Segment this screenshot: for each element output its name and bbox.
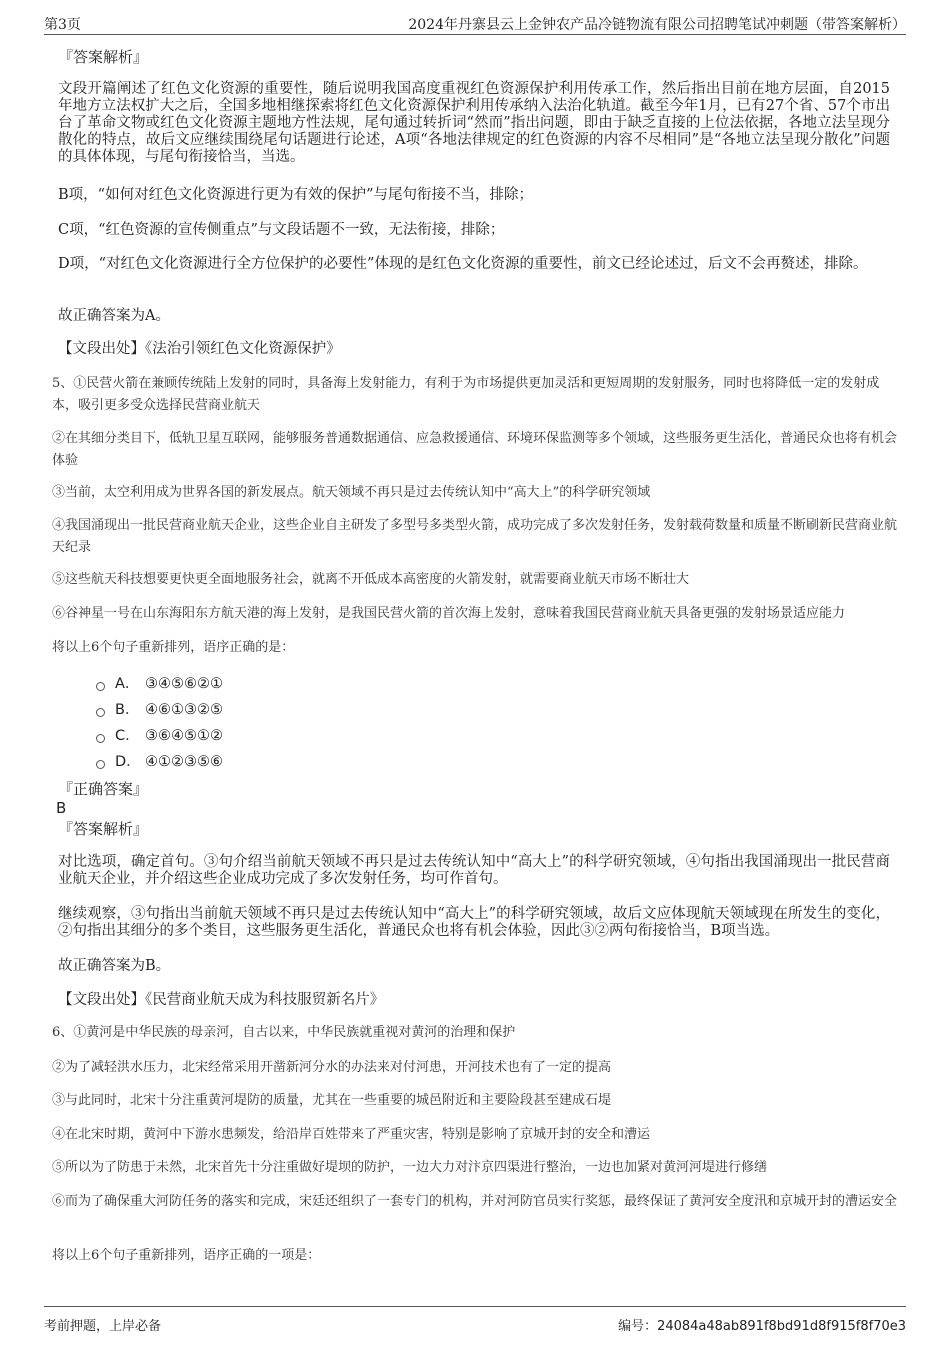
question-sentence: ④我国涌现出一批民营商业航天企业，这些企业自主研发了多型号多类型火箭，成功完成了多次发射任务，发射载荷数量和质量不断刷新民营商业航天纪录	[52, 518, 898, 555]
footer-slogan: 考前押题，上岸必备	[44, 1319, 162, 1334]
option-a[interactable]	[96, 674, 223, 694]
radio-icon[interactable]	[96, 734, 105, 743]
option-sequence: ③④⑤⑥②①	[145, 676, 223, 692]
analysis-paragraph: 文段开篇阐述了红色文化资源的重要性，随后说明我国高度重视红色资源保护利用传承工作，然后指出目前在地方层面，自2015年地方立法权扩大之后，全国多地相继探索将红色文化资源保护利用传承纳入法治化轨道。截至今年1月，已有27个省、57个市出台了革命文物或红色文化资源主题地方性法规，尾句通过转折词“然而”指出问题，即由于缺乏直接的上位法依据，各地立法呈现分散化的特点，故后文应继续围绕尾句话题进行论述，A项“各地法律规定的红色资源的内容不尽相同”是“各地立法呈现分散化”问题的具体体现，与尾句衔接恰当，当选。	[58, 81, 890, 165]
question-sentence: ⑥谷神星一号在山东海阳东方航天港的海上发射，是我国民营火箭的首次海上发射，意味着我国民营商业航天具备更强的发射场景适应能力	[52, 606, 846, 621]
page-number: 第3页	[44, 17, 81, 33]
question-sentence: ⑥而为了确保重大河防任务的落实和完成，宋廷还组织了一套专门的机构，并对河防官员实行奖惩，最终保证了黄河安全度汛和京城开封的漕运安全	[52, 1194, 898, 1209]
question-sentence: ②在其细分类目下，低轨卫星互联网，能够服务普通数据通信、应急救援通信、环境环保监测等多个领域，这些服务更生活化，普通民众也将有机会体验	[52, 431, 898, 468]
analysis-tag: 『答案解析』	[58, 48, 149, 66]
radio-icon[interactable]	[96, 708, 105, 717]
option-letter: B．	[115, 702, 140, 718]
option-sequence: ③⑥④⑤①②	[145, 728, 223, 744]
radio-icon[interactable]	[96, 682, 105, 691]
radio-icon[interactable]	[96, 760, 105, 769]
document-title: 2024年丹寨县云上金钟农产品冷链物流有限公司招聘笔试冲刺题（带答案解析）	[408, 17, 906, 33]
correct-answer: B	[56, 799, 67, 817]
question-sentence: ③当前，太空利用成为世界各国的新发展点。航天领域不再只是过去传统认知中“高大上”的科学研究领域	[52, 485, 651, 500]
analysis-paragraph: B项，“如何对红色文化资源进行更为有效的保护”与尾句衔接不当，排除；	[58, 187, 533, 203]
question-prompt: 将以上6个句子重新排列，语序正确的是：	[52, 640, 295, 655]
question-sentence: 6、①黄河是中华民族的母亲河，自古以来，中华民族就重视对黄河的治理和保护	[52, 1025, 516, 1040]
source-citation: 【文段出处】《法治引领红色文化资源保护》	[58, 341, 341, 357]
analysis-tag: 『答案解析』	[58, 820, 149, 838]
page-header	[44, 12, 906, 35]
option-b[interactable]	[96, 700, 223, 720]
question-sentence: ⑤所以为了防患于未然，北宋首先十分注重做好堤坝的防护，一边大力对汴京四渠进行整治，一边也加紧对黄河河堤进行修缮	[52, 1160, 768, 1175]
analysis-paragraph: 对比选项，确定首句。③句介绍当前航天领域不再只是过去传统认知中“高大上”的科学研究领域，④句指出我国涌现出一批民营商业航天企业，并介绍这些企业成功完成了多次发射任务，均可作首句。	[58, 854, 890, 887]
analysis-paragraph: C项，“红色资源的宣传侧重点”与文段话题不一致，无法衔接，排除；	[58, 222, 505, 238]
option-sequence: ④①②③⑤⑥	[145, 754, 223, 770]
document-id: 编号：24084a48ab891f8bd91d8f915f8f70e3	[618, 1319, 906, 1334]
analysis-conclusion: 故正确答案为A。	[58, 308, 170, 324]
page-footer	[44, 1306, 906, 1333]
source-citation: 【文段出处】《民营商业航天成为科技服贸新名片》	[58, 992, 385, 1008]
option-letter: C．	[115, 728, 140, 744]
analysis-conclusion: 故正确答案为B。	[58, 958, 171, 974]
question-sentence: 5、①民营火箭在兼顾传统陆上发射的同时，具备海上发射能力，有利于为市场提供更加灵活和更短周期的发射服务，同时也将降低一定的发射成本，吸引更多受众选择民营商业航天	[52, 376, 880, 413]
option-letter: D．	[115, 754, 141, 770]
analysis-paragraph: D项，“对红色文化资源进行全方位保护的必要性”体现的是红色文化资源的重要性，前文已经论述过，后文不会再赘述，排除。	[58, 256, 868, 272]
option-letter: A．	[115, 676, 140, 692]
question-sentence: ④在北宋时期，黄河中下游水患频发，给沿岸百姓带来了严重灾害，特别是影响了京城开封的安全和漕运	[52, 1127, 651, 1142]
question-sentence: ②为了减轻洪水压力，北宋经常采用开凿新河分水的办法来对付河患，开河技术也有了一定的提高	[52, 1060, 612, 1075]
option-c[interactable]	[96, 726, 223, 746]
question-sentence: ⑤这些航天科技想要更快更全面地服务社会，就离不开低成本高密度的火箭发射，就需要商业航天市场不断壮大	[52, 572, 690, 587]
analysis-paragraph: 继续观察，③句指出当前航天领域不再只是过去传统认知中“高大上”的科学研究领域，故后文应体现航天领域现在所发生的变化，②句指出其细分的多个类目，这些服务更生活化，普通民众也将有机会体验，因此③②两句衔接恰当，B项当选。	[58, 906, 890, 939]
option-d[interactable]	[96, 752, 223, 772]
question-prompt: 将以上6个句子重新排列，语序正确的一项是：	[52, 1248, 321, 1263]
option-sequence: ④⑥①③②⑤	[145, 702, 223, 718]
answer-tag: 『正确答案』	[58, 780, 149, 798]
question-sentence: ③与此同时，北宋十分注重黄河堤防的质量，尤其在一些重要的城邑附近和主要险段甚至建成石堤	[52, 1093, 612, 1108]
